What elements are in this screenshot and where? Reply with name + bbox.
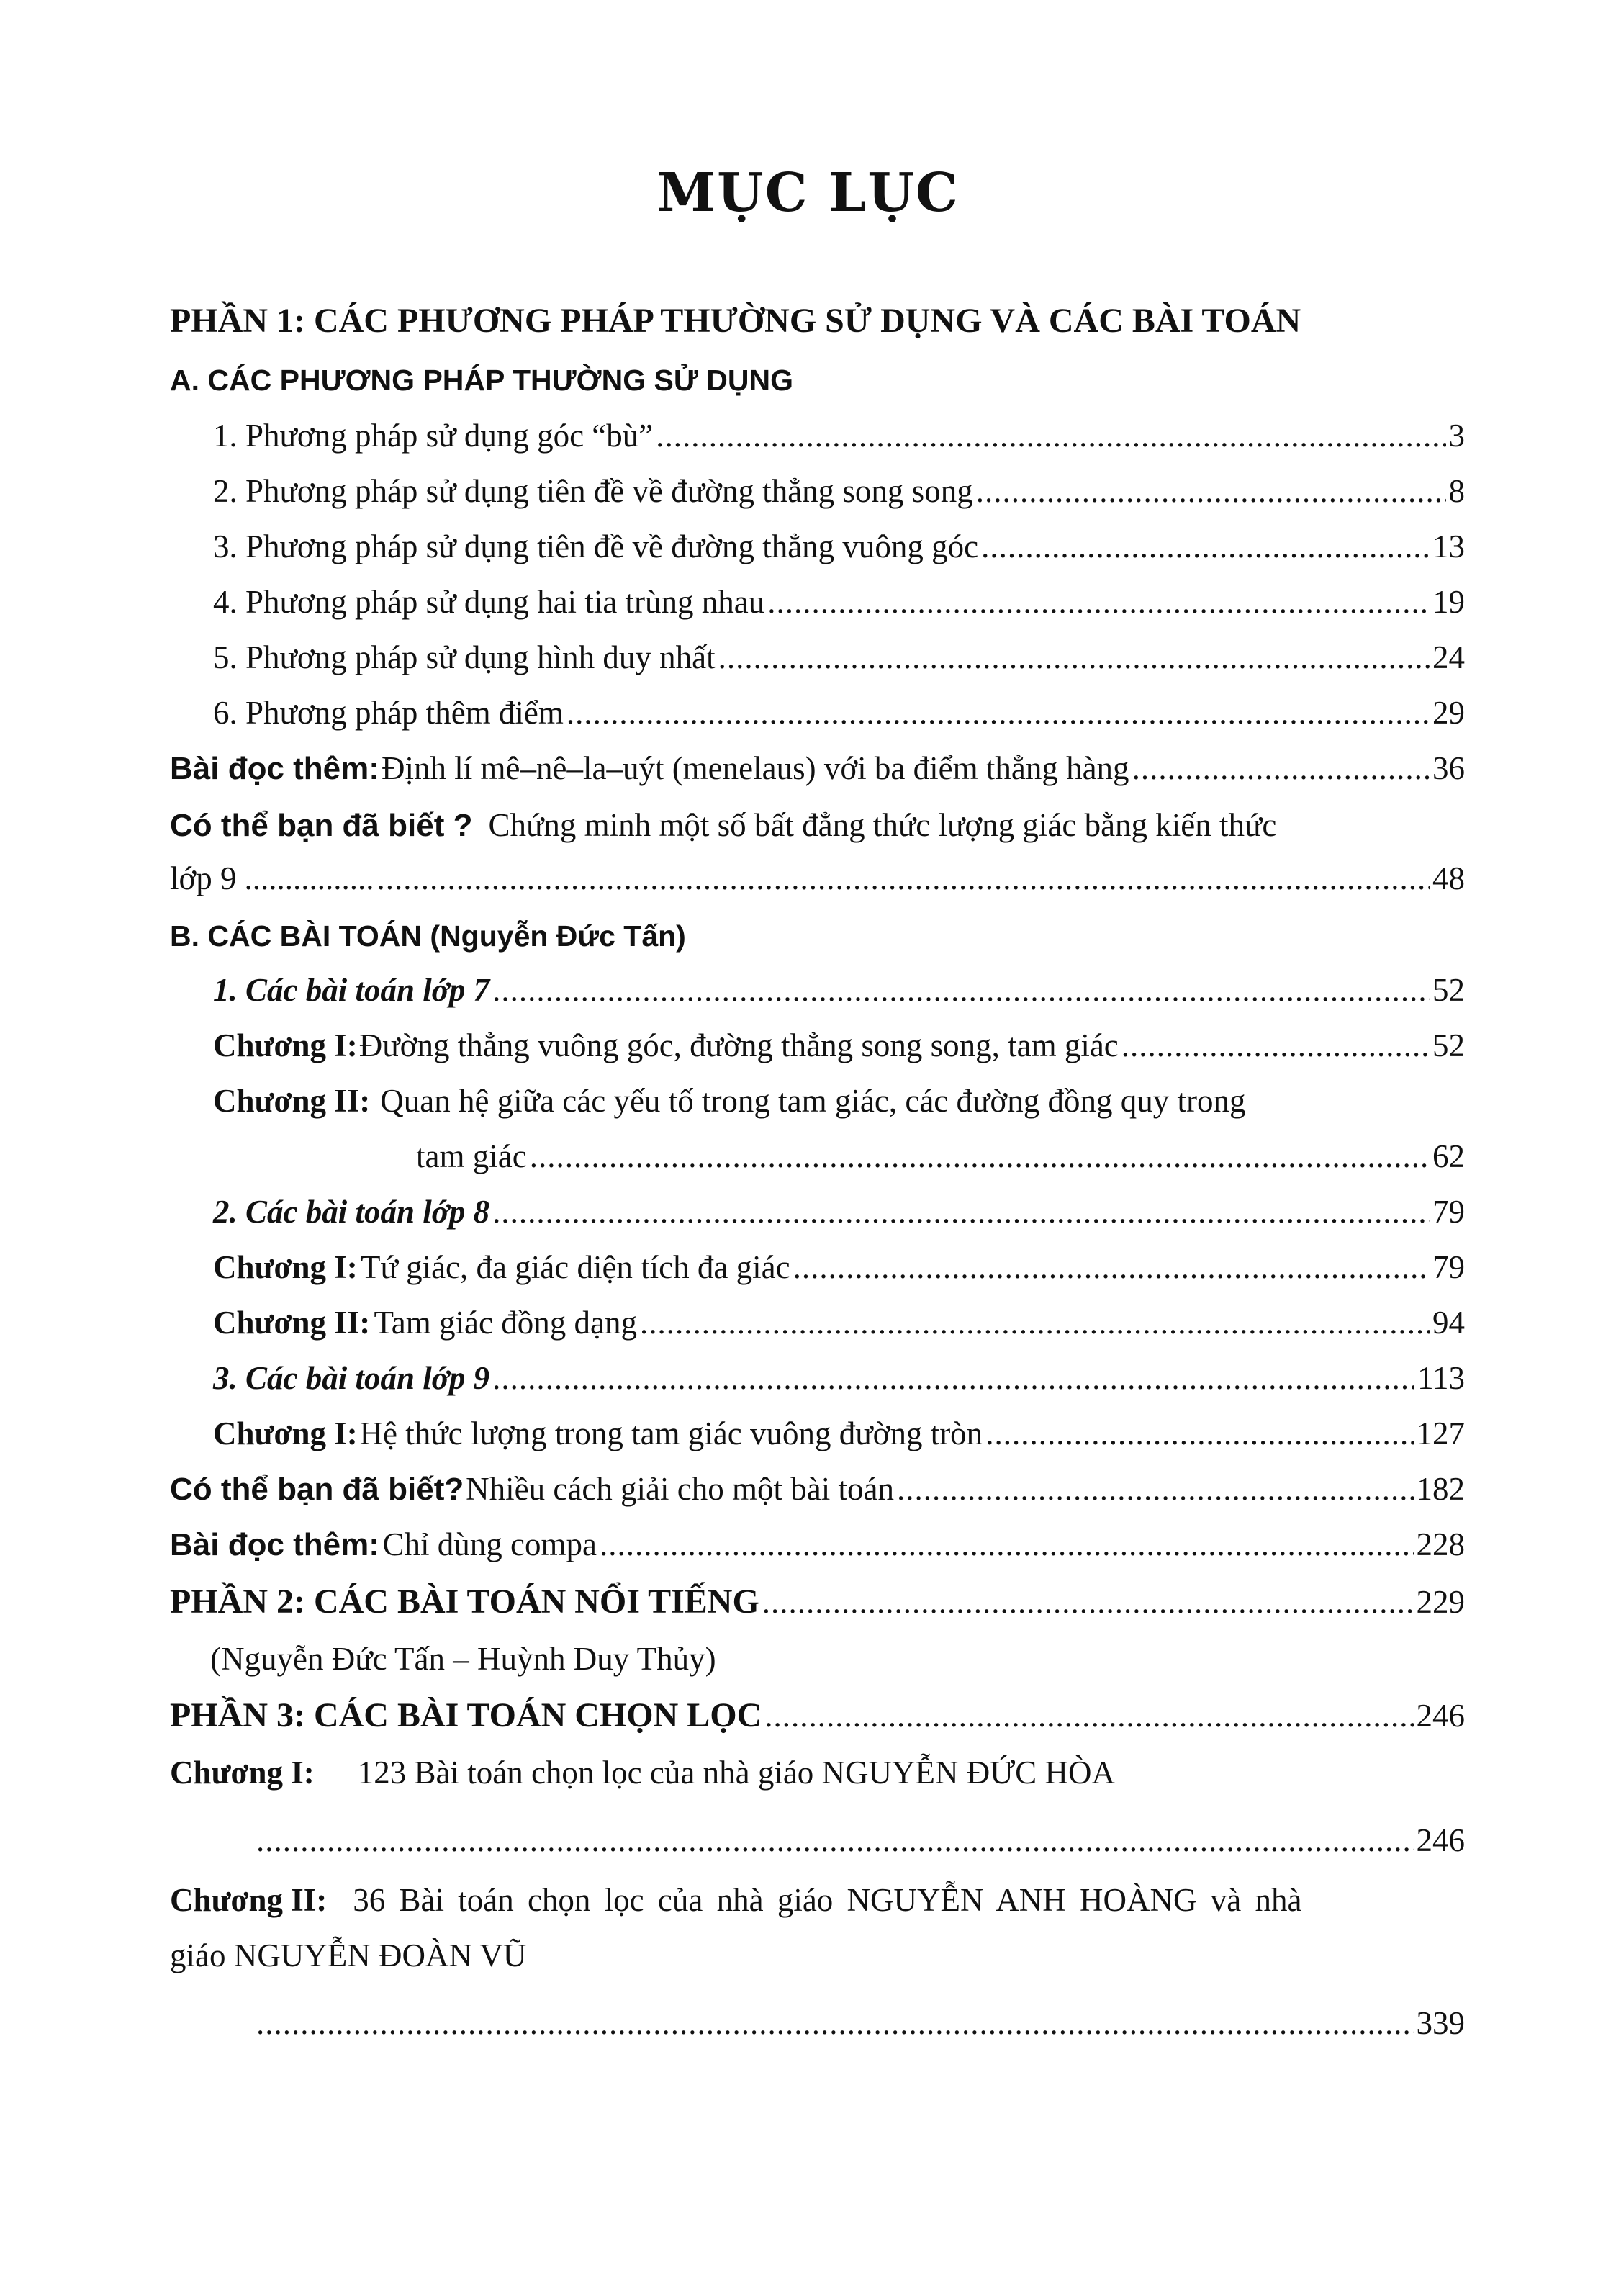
toc-entry-did-you-know-1[interactable]: Có thể bạn đã biết ? Chứng minh một số bất đẳng thức lượng giác bằng kiến thức [170,803,1276,847]
part1-heading: PHẦN 1: CÁC PHƯƠNG PHÁP THƯỜNG SỬ DỤNG VÀ CÁC BÀI TOÁN [170,302,1301,340]
page-number: 246 [1416,1822,1465,1858]
page-number: 52 [1432,1027,1465,1063]
leader-dots [1121,1024,1430,1067]
entry-prefix: Chương I: [213,1027,358,1063]
page-number: 19 [1432,584,1465,620]
entry-prefix: Chương II: [213,1305,371,1341]
toc-entry-method-3[interactable]: 3. Phương pháp sử dụng tiên đề về đường thẳng vuông góc ..... 13 [213,525,1465,568]
toc-entry-part3-chapter-1[interactable]: Chương I: 123 Bài toán chọn lọc của nhà giáo NGUYỄN ĐỨC HÒA [170,1751,1115,1794]
toc-entry-reading-menelaus[interactable]: Bài đọc thêm: Định lí mê–nê–la–uýt (menelaus) với ba điểm thẳng hàng ..... 36 [170,747,1465,791]
toc-entry-did-you-know-2[interactable]: Có thể bạn đã biết? Nhiều cách giải cho một bài toán ..... 182 [170,1467,1465,1511]
page-number: 8 [1448,473,1465,509]
toc-entry-method-1[interactable]: 1. Phương pháp sử dụng góc “bù” ..... 3 [213,414,1465,457]
leader-dots [762,1580,1414,1624]
toc-entry-g7-chapter-2-cont[interactable]: tam giác ..... 62 [416,1135,1465,1178]
page-number: 229 [1416,1584,1465,1620]
page-number: 62 [1432,1138,1465,1174]
toc-entry-part3[interactable]: PHẦN 3: CÁC BÀI TOÁN CHỌN LỌC ..... 246 [170,1694,1465,1737]
toc-entry-part3-chapter-2-dots[interactable] [256,2002,1465,2045]
toc-entry-g7-chapter-1[interactable]: Chương I: Đường thẳng vuông góc, đường thẳng song song, tam giác ..... 52 [213,1024,1465,1067]
entry-prefix: Có thể bạn đã biết? [170,1472,464,1507]
leader-dots [793,1246,1430,1289]
page-number: 228 [1416,1526,1465,1562]
toc-entry-reading-compass[interactable]: Bài đọc thêm: Chỉ dùng compa ..... 228 [170,1523,1465,1567]
page-number: 52 [1432,972,1465,1008]
leader-dots [767,580,1430,623]
leader-dots [256,2002,1414,2045]
page-number: 24 [1432,639,1465,675]
leader-dots [492,1190,1430,1233]
leader-dots [764,1694,1413,1737]
entry-prefix: Chương I: [170,1755,315,1791]
leader-dots [492,968,1430,1012]
page-number: 246 [1416,1698,1465,1734]
leader-dots [640,1301,1430,1344]
page-title: MỤC LỤC [656,162,960,224]
entry-prefix: Chương II: [170,1882,328,1918]
toc-entry-part3-chapter-2[interactable]: Chương II: 36 Bài toán chọn lọc của nhà giáo NGUYỄN ANH HOÀNG và nhà [170,1878,1301,1922]
toc-entry-g7-chapter-2[interactable]: Chương II: Quan hệ giữa các yếu tố trong tam giác, các đường đồng quy trong [213,1079,1245,1122]
section-a-heading: A. CÁC PHƯƠNG PHÁP THƯỜNG SỬ DỤNG [170,364,794,397]
toc-entry-part3-chapter-2-cont: giáo NGUYỄN ĐOÀN VŨ [170,1937,527,1973]
toc-entry-did-you-know-1-cont[interactable]: lớp 9 ................ ..... 48 [170,857,1465,900]
toc-entry-part2[interactable]: PHẦN 2: CÁC BÀI TOÁN NỔI TIẾNG ..... 229 [170,1580,1465,1624]
leader-dots [256,1819,1414,1862]
entry-prefix: Bài đọc thêm: [170,751,379,786]
entry-prefix: Chương I: [213,1249,358,1285]
toc-entry-method-4[interactable]: 4. Phương pháp sử dụng hai tia trùng nhau ..... 19 [213,580,1465,623]
leader-dots [492,1356,1414,1400]
page-number: 36 [1432,750,1465,786]
toc-entry-g8-chapter-1[interactable]: Chương I: Tứ giác, đa giác diện tích đa giác ..... 79 [213,1246,1465,1289]
entry-prefix: Chương I: [213,1415,358,1451]
toc-entry-grade-7[interactable]: 1. Các bài toán lớp 7 ..... 52 [213,968,1465,1012]
leader-dots [566,691,1430,734]
toc-entry-method-6[interactable]: 6. Phương pháp thêm điểm ..... 29 [213,691,1465,734]
leader-dots [656,414,1445,457]
leader-dots [981,525,1430,568]
part2-authors: (Nguyễn Đức Tấn – Huỳnh Duy Thủy) [210,1641,716,1677]
leader-dots [1132,747,1430,790]
page-number: 339 [1416,2005,1465,2041]
page-number: 13 [1432,528,1465,564]
leader-dots [897,1467,1414,1511]
toc-entry-part3-chapter-1-dots[interactable] [256,1819,1465,1862]
entry-prefix: Chương II: [213,1083,371,1119]
section-b-heading: B. CÁC BÀI TOÁN (Nguyễn Đức Tấn) [170,919,686,953]
page-number: 127 [1416,1415,1465,1451]
leader-dots [530,1135,1430,1178]
toc-entry-g8-chapter-2[interactable]: Chương II: Tam giác đồng dạng ..... 94 [213,1301,1465,1344]
entry-prefix: Bài đọc thêm: [170,1527,379,1562]
toc-entry-grade-9[interactable]: 3. Các bài toán lớp 9 ..... 113 [213,1356,1465,1400]
page-number: 79 [1432,1194,1465,1230]
page-number: 113 [1417,1360,1465,1396]
leader-dots [976,469,1446,513]
page-number: 48 [1432,860,1465,896]
page-number: 182 [1416,1471,1465,1507]
page-number: 79 [1432,1249,1465,1285]
page-number: 29 [1432,695,1465,731]
leader-dots [377,857,1430,900]
entry-prefix: Có thể bạn đã biết ? [170,808,473,843]
toc-entry-g9-chapter-1[interactable]: Chương I: Hệ thức lượng trong tam giác vuông đường tròn ..... 127 [213,1412,1465,1455]
leader-dots [985,1412,1413,1455]
toc-entry-method-2[interactable]: 2. Phương pháp sử dụng tiên đề về đường thẳng song song ..... 8 [213,469,1465,513]
toc-entry-method-5[interactable]: 5. Phương pháp sử dụng hình duy nhất ..... 24 [213,636,1465,679]
toc-entry-grade-8[interactable]: 2. Các bài toán lớp 8 ..... 79 [213,1190,1465,1233]
page-number: 3 [1448,418,1465,454]
leader-dots [600,1523,1414,1566]
page-number: 94 [1432,1305,1465,1341]
leader-dots [718,636,1430,679]
